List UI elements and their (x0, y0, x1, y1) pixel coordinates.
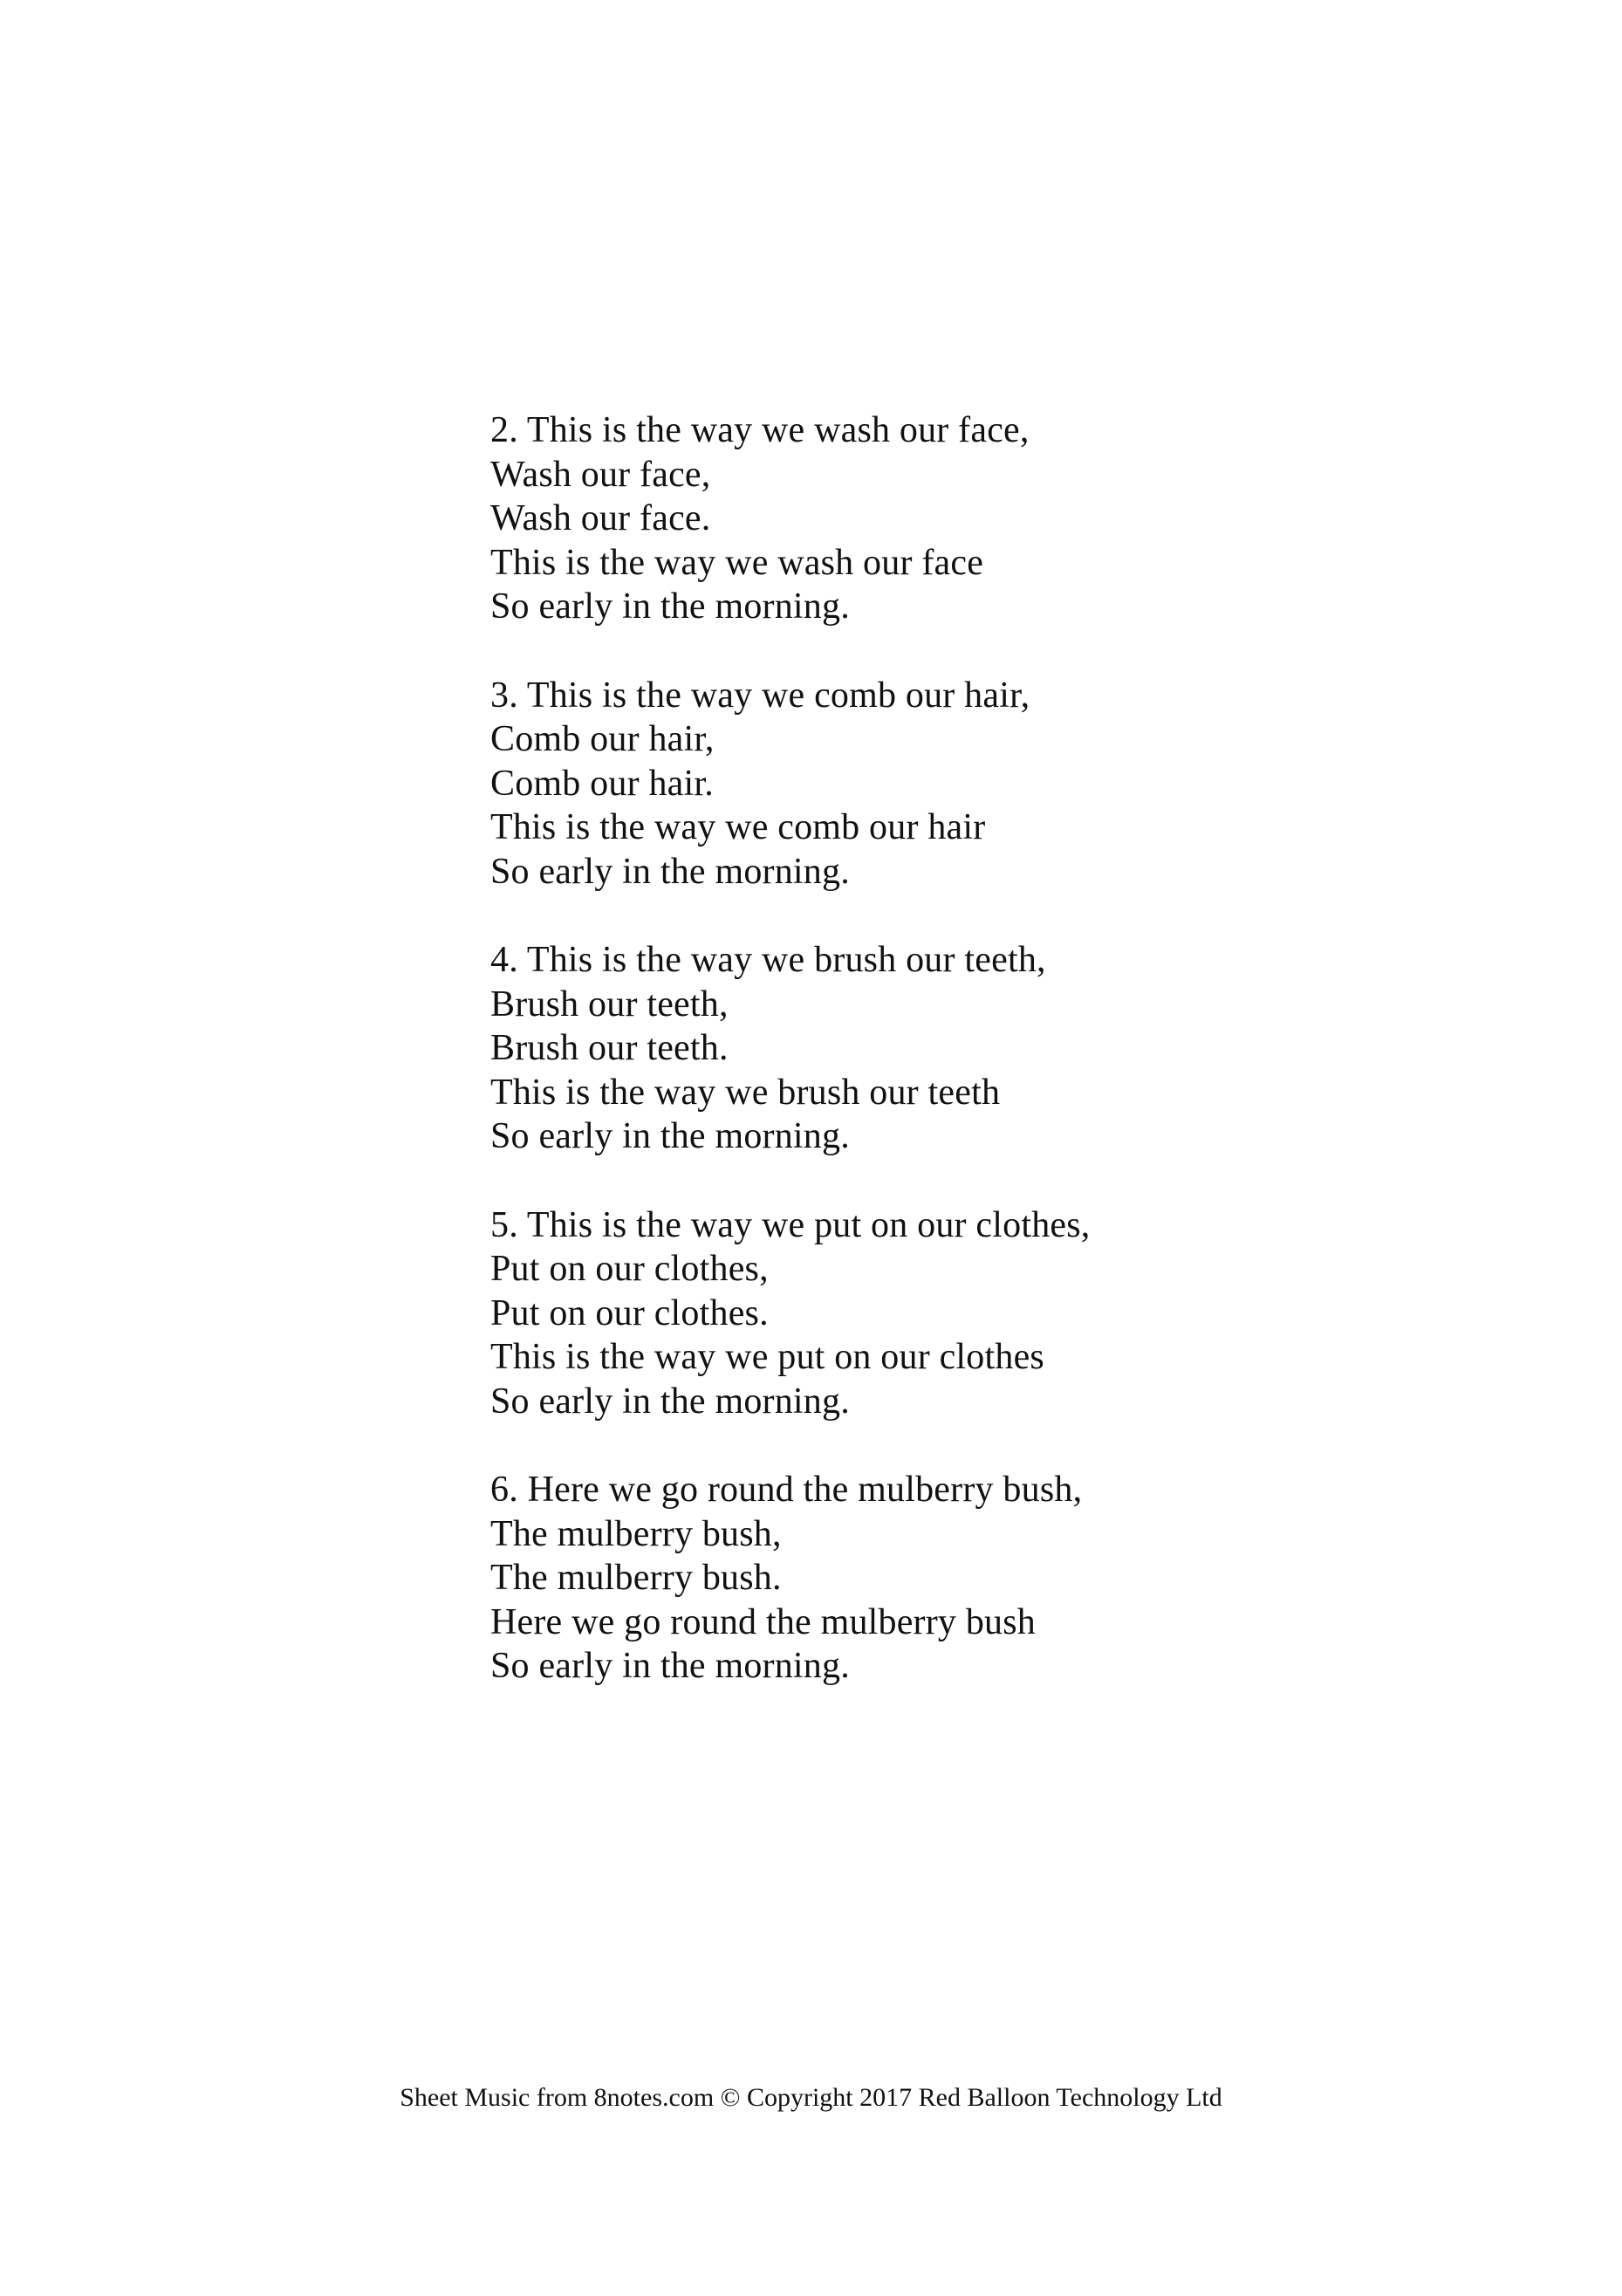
verse-line: So early in the morning. (490, 586, 850, 627)
verse-line: This is the way we brush our teeth (490, 1072, 1001, 1113)
verse-line: So early in the morning. (490, 1646, 850, 1686)
verse-6 (490, 1468, 1450, 1689)
verse-line: Here we go round the mulberry bush (490, 1601, 1036, 1642)
verse-line: 6. Here we go round the mulberry bush, (490, 1470, 1083, 1510)
verse-line: 3. This is the way we comb our hair, (490, 675, 1030, 716)
verse-line: 4. This is the way we brush our teeth, (490, 940, 1046, 980)
verse-line: So early in the morning. (490, 1116, 850, 1156)
verse-line: This is the way we wash our face (490, 542, 984, 583)
verse-line: Wash our face, (490, 454, 711, 495)
verse-line: So early in the morning. (490, 1381, 850, 1422)
verse-line: Comb our hair, (490, 719, 715, 759)
verse-line: This is the way we put on our clothes (490, 1337, 1044, 1377)
verse-line: This is the way we comb our hair (490, 807, 986, 847)
verse-line: Put on our clothes, (490, 1249, 769, 1289)
verse-line: 2. This is the way we wash our face, (490, 410, 1030, 450)
lyrics-block (490, 408, 1450, 1733)
verse-line: Comb our hair. (490, 763, 714, 804)
verse-line: So early in the morning. (490, 851, 850, 892)
verse-line: Wash our face. (490, 498, 711, 538)
copyright-footer: Sheet Music from 8notes.com © Copyright 2017 Red Balloon Technology Ltd (400, 2083, 1222, 2112)
verse-line: Brush our teeth, (490, 984, 729, 1025)
verse-line: Put on our clothes. (490, 1292, 769, 1333)
verse-line: The mulberry bush. (490, 1558, 782, 1598)
verse-line: 5. This is the way we put on our clothes, (490, 1204, 1091, 1245)
verse-3 (490, 674, 1450, 894)
verse-4 (490, 938, 1450, 1159)
verse-line: The mulberry bush, (490, 1513, 782, 1554)
verse-5 (490, 1203, 1450, 1424)
verse-2 (490, 408, 1450, 629)
verse-line: Brush our teeth. (490, 1028, 729, 1068)
